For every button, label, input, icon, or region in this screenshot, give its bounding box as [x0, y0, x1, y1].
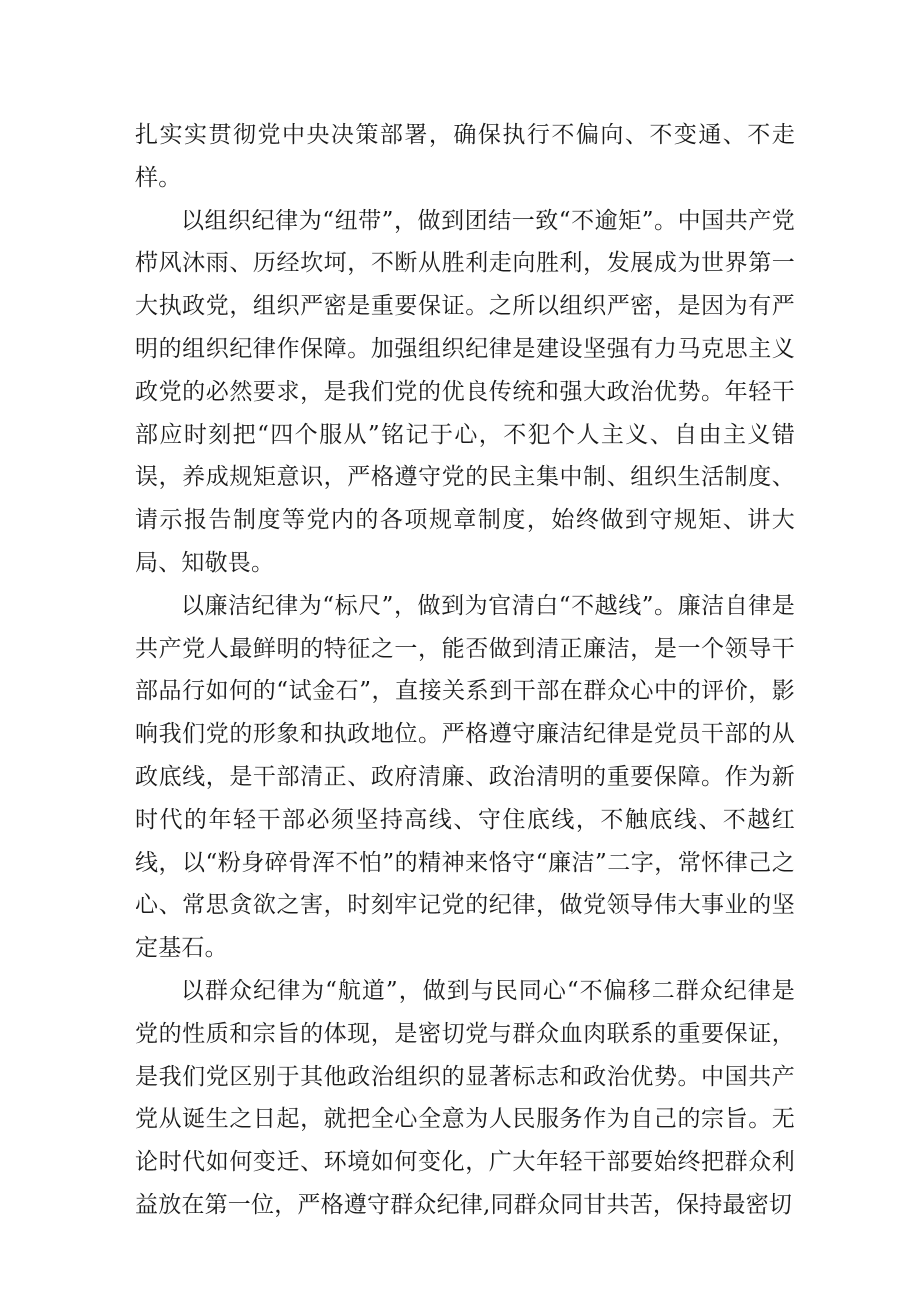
document-body — [135, 114, 795, 1227]
paragraph-mass-discipline: 以群众纪律为“航道”，做到与民同心“不偏移二群众纪律是党的性质和宗旨的体现，是密切党与群众血肉联系的重要保证，是我们党区别于其他政治组织的显著标志和政治优势。中国共产党从诞生之日起，就把全心全意为人民服务作为自己的宗旨。无论时代如何变迁、环境如何变化，广大年轻干部要始终把群众利益放在第一位，严格遵守群众纪律,同群众同甘共苦，保持最密切 — [135, 977, 795, 1218]
paragraph-organization-discipline: 以组织纪律为“纽带”，做到团结一致“不逾矩”。中国共产党栉风沐雨、历经坎坷，不断从胜利走向胜利，发展成为世界第一大执政党，组织严密是重要保证。之所以组织严密，是因为有严明的组织纪律作保障。加强组织纪律是建设坚强有力马克思主义政党的必然要求，是我们党的优良传统和强大政治优势。年轻干部应时刻把“四个服从”铭记于心，不犯个人主义、自由主义错误，养成规矩意识，严格遵守党的民主集中制、组织生活制度、请示报告制度等党内的各项规章制度，始终做到守规矩、讲大局、知敬畏。 — [135, 207, 795, 576]
paragraph-integrity-discipline: 以廉洁纪律为“标尺”，做到为官清白“不越线”。廉洁自律是共产党人最鲜明的特征之一，能否做到清正廉洁，是一个领导干部品行如何的“试金石”，直接关系到干部在群众心中的评价，影响我们党的形象和执政地位。严格遵守廉洁纪律是党员干部的从政底线，是干部清正、政府清廉、政治清明的重要保障。作为新时代的年轻干部必须坚持高线、守住底线，不触底线、不越红线，以“粉身碎骨浑不怕”的精神来恪守“廉洁”二字，常怀律己之心、常思贪欲之害，时刻牢记党的纪律，做党领导伟大事业的坚定基石。 — [135, 592, 795, 962]
paragraph-continuation: 扎实实贯彻党中央决策部署，确保执行不偏向、不变通、不走样。 — [135, 122, 795, 191]
